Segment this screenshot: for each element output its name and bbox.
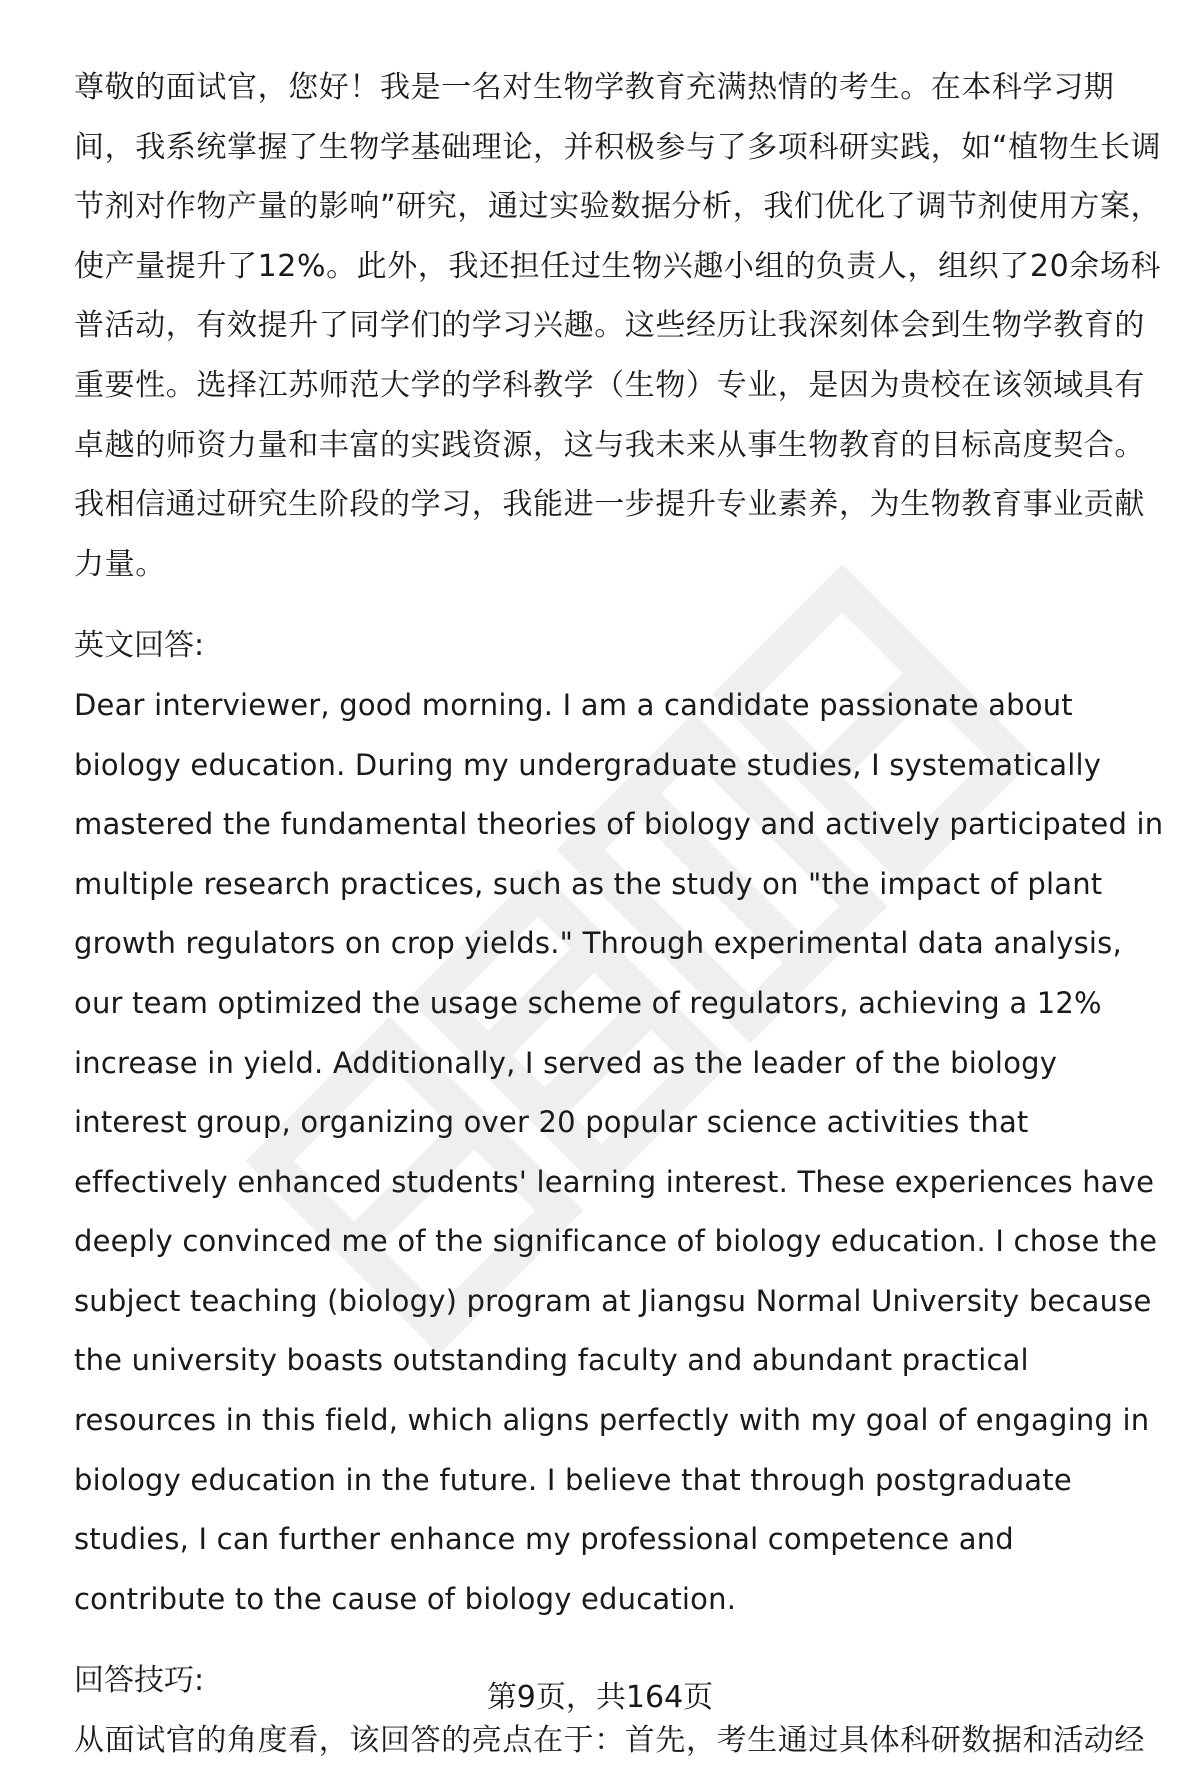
answer-tips-heading: 回答技巧: bbox=[74, 1663, 205, 1699]
english-answer-paragraph: Dear interviewer, good morning. I am a candidate passionate about biology education. During my undergraduate studies, I systematically mastered the fundamental theories of biology and actively participated in multiple research practices, such as the study on "the impact of plant growth regulators on crop yields." Through experimental data analysis, our team optimized the usage scheme of regulators, achieving a 12% increase in yield. Additionally, I served as the leader of the biology interest group, organizing over 20 popular science activities that effectively enhanced students' learning interest. These experiences have deeply convinced me of the significance of biology education. I chose the subject teaching (biology) program at Jiangsu Normal University because the university boasts outstanding faculty and abundant practical resources in this field, which aligns perfectly with my goal of engaging in biology education in the future. I believe that through postgraduate studies, I can further enhance my professional competence and contribute to the cause of biology education. bbox=[74, 687, 1173, 1616]
english-answer-heading: 英文回答: bbox=[74, 628, 205, 664]
chinese-answer-paragraph: 尊敬的面试官，您好！我是一名对生物学教育充满热情的考生。在本科学习期间，我系统掌握了生物学基础理论，并积极参与了多项科研实践，如“植物生长调节剂对作物产量的影响”研究，通过实验数据分析，我们优化了调节剂使用方案，使产量提升了12%。此外，我还担任过生物兴趣小组的负责人，组织了20余场科普活动，有效提升了同学们的学习兴趣。这些经历让我深刻体会到生物学教育的重要性。选择江苏师范大学的学科教学（生物）专业，是因为贵校在该领域具有卓越的师资力量和丰富的实践资源，这与我未来从事生物教育的目标高度契合。我相信通过研究生阶段的学习，我能进一步提升专业素养，为生物教育事业贡献力量。 bbox=[74, 70, 1162, 582]
page-number: 第9页，共164页 bbox=[486, 1680, 714, 1715]
document-body bbox=[74, 58, 1173, 1771]
answer-tips-paragraph: 从面试官的角度看，该回答的亮点在于：首先，考生通过具体科研数据和活动经 bbox=[74, 1723, 1145, 1759]
